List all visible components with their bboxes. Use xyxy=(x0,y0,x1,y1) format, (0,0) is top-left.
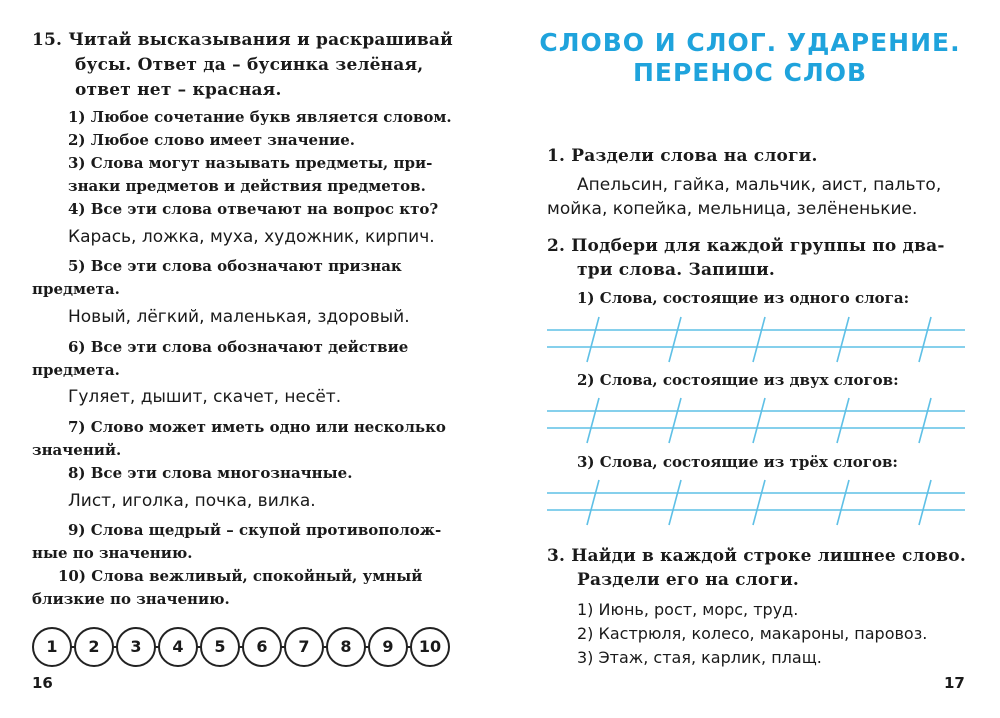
task-2-heading-line-2: три слова. Запиши. xyxy=(577,260,776,280)
bead-4[interactable]: 4 xyxy=(158,627,198,667)
example-4: Карась, ложка, муха, художник, кирпич. xyxy=(68,227,435,247)
statement-6-line-2: предмета. xyxy=(32,361,120,379)
task-1-words-line-2: мойка, копейка, мельница, зелёненькие. xyxy=(547,199,918,219)
beads-string xyxy=(32,627,462,667)
group-3-label: 3) Слова, состоящие из трёх слогов: xyxy=(577,453,898,471)
statement-7-line-2: значений. xyxy=(32,441,122,459)
bead-2[interactable]: 2 xyxy=(74,627,114,667)
bead-1[interactable]: 1 xyxy=(32,627,72,667)
task-3-row-1: 1) Июнь, рост, морс, труд. xyxy=(577,600,799,619)
task-number: 3. xyxy=(547,546,566,566)
statement-3-line-2: знаки предметов и действия предметов. xyxy=(68,177,426,195)
task-number: 15. xyxy=(32,30,63,50)
statement-10-line-2: близкие по значению. xyxy=(32,590,230,608)
example-8: Лист, иголка, почка, вилка. xyxy=(68,491,316,511)
task-1-words-line-1: Апельсин, гайка, мальчик, аист, пальто, xyxy=(577,175,942,195)
statement-8: 8) Все эти слова многозначные. xyxy=(68,464,353,482)
bead-7[interactable]: 7 xyxy=(284,627,324,667)
writing-lines-group-2[interactable] xyxy=(547,397,965,445)
section-title-line-2: ПЕРЕНОС СЛОВ xyxy=(632,58,868,87)
statement-5-line-2: предмета. xyxy=(32,280,120,298)
bead-9[interactable]: 9 xyxy=(368,627,408,667)
task-1-heading: 1. Раздели слова на слоги. xyxy=(547,146,818,166)
statement-6-line-1: 6) Все эти слова обозначают действие xyxy=(68,338,409,356)
statement-5-line-1: 5) Все эти слова обозначают признак xyxy=(68,257,402,275)
statement-4: 4) Все эти слова отвечают на вопрос кто? xyxy=(68,200,439,218)
bead-3[interactable]: 3 xyxy=(116,627,156,667)
group-1-label: 1) Слова, состоящие из одного слога: xyxy=(577,289,910,307)
task-15-intro-line-2: бусы. Ответ да – бусинка зелёная, xyxy=(75,55,424,75)
statement-10-line-1: 10) Слова вежливый, спокойный, умный xyxy=(58,567,423,585)
bead-6[interactable]: 6 xyxy=(242,627,282,667)
group-2-label: 2) Слова, состоящие из двух слогов: xyxy=(577,371,899,389)
task-3-row-3: 3) Этаж, стая, карлик, плащ. xyxy=(577,648,822,667)
example-6: Гуляет, дышит, скачет, несёт. xyxy=(68,387,342,407)
section-title-line-1: СЛОВО И СЛОГ. УДАРЕНИЕ. xyxy=(539,28,961,57)
statement-9-line-1: 9) Слова щедрый – скупой противополож- xyxy=(68,521,442,539)
bead-10[interactable]: 10 xyxy=(410,627,450,667)
task-3-heading-line-2: Раздели его на слоги. xyxy=(577,570,799,590)
task-3-row-2: 2) Кастрюля, колесо, макароны, паровоз. xyxy=(577,624,928,643)
writing-lines-group-3[interactable] xyxy=(547,479,965,527)
task-2-heading-line-1: 2. Подбери для каждой группы по два- xyxy=(547,236,945,256)
statement-3-line-1: 3) Слова могут называть предметы, при- xyxy=(68,154,433,172)
statement-2: 2) Любое слово имеет значение. xyxy=(68,131,355,149)
task-number: 1. xyxy=(547,146,566,166)
task-3-heading-line-1: 3. Найди в каждой строке лишнее слово. xyxy=(547,546,966,566)
bead-8[interactable]: 8 xyxy=(326,627,366,667)
task-15-intro-line-1: 15. Читай высказывания и раскрашивай xyxy=(32,30,453,50)
example-5: Новый, лёгкий, маленькая, здоровый. xyxy=(68,307,410,327)
statement-9-line-2: ные по значению. xyxy=(32,544,193,562)
task-15-intro-line-3: ответ нет – красная. xyxy=(75,80,282,100)
statement-7-line-1: 7) Слово может иметь одно или несколько xyxy=(68,418,446,436)
writing-lines-group-1[interactable] xyxy=(547,316,965,364)
page-number-right: 17 xyxy=(944,674,965,692)
task-number: 2. xyxy=(547,236,566,256)
bead-5[interactable]: 5 xyxy=(200,627,240,667)
statement-1: 1) Любое сочетание букв является словом. xyxy=(68,108,452,126)
page-number-left: 16 xyxy=(32,674,53,692)
